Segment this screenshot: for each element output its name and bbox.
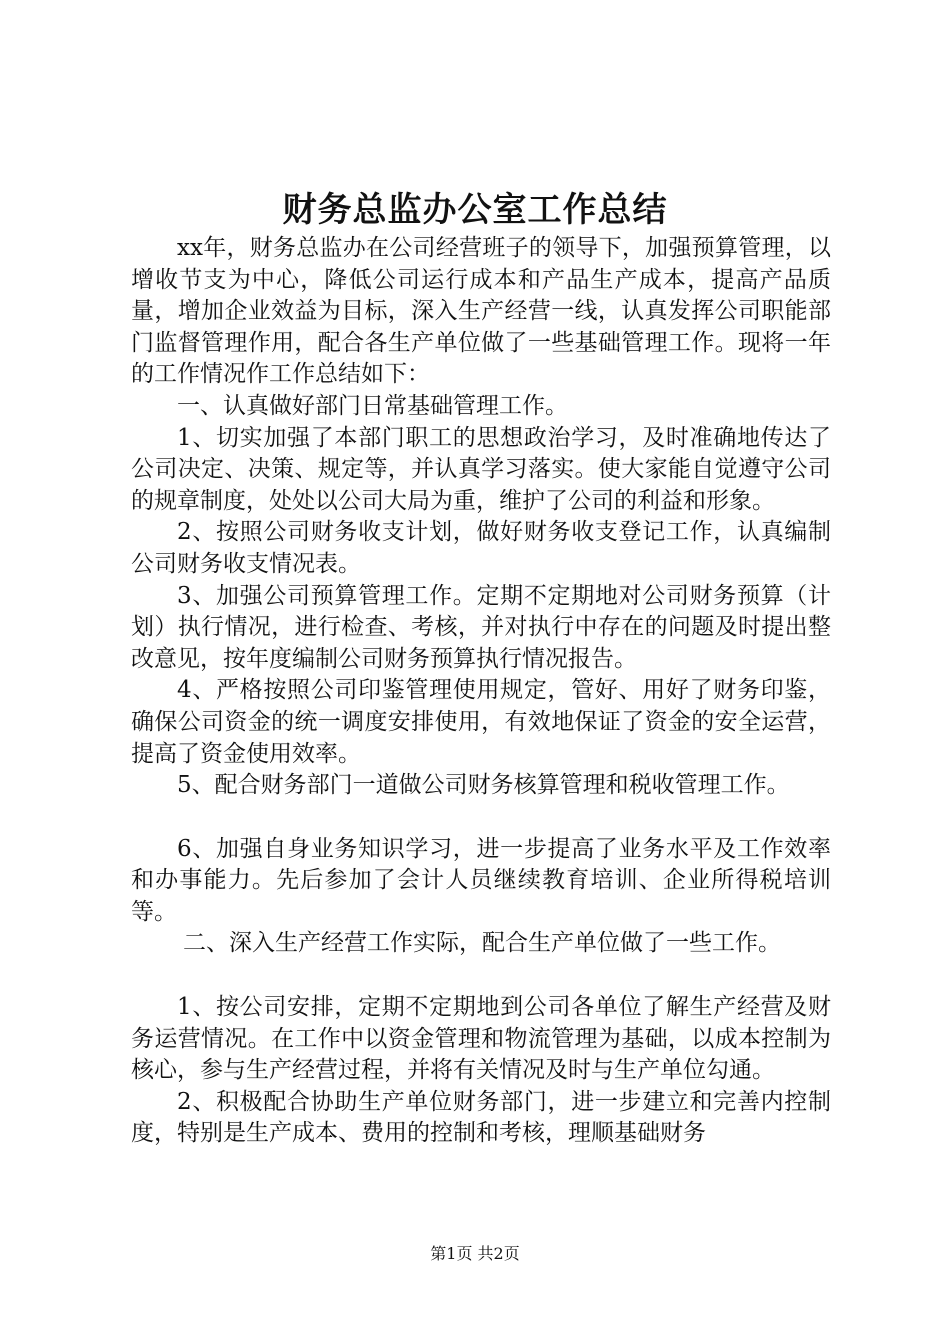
paragraph-item-1-4: 4、严格按照公司印鉴管理使用规定，管好、用好了财务印鉴，确保公司资金的统一调度安排使用，有效地保证了资金的安全运营，提高了资金使用效率。 (131, 677, 831, 767)
paragraph-item-2-2: 2、积极配合协助生产单位财务部门，进一步建立和完善内控制度，特别是生产成本、费用的控制和考核，理顺基础财务 (131, 1088, 831, 1147)
section-heading-2: 二、深入生产经营工作实际，配合生产单位做了一些工作。 (183, 930, 781, 957)
paragraph-item-2-1: 1、按公司安排，定期不定期地到公司各单位了解生产经营及财务运营情况。在工作中以资金管理和物流管理为基础，以成本控制为核心，参与生产经营过程，并将有关情况及时与生产单位勾通。 (131, 994, 831, 1084)
paragraph-item-1-1: 1、切实加强了本部门职工的思想政治学习，及时准确地传达了公司决定、决策、规定等，并认真学习落实。使大家能自觉遵守公司的规章制度，处处以公司大局为重，维护了公司的利益和形象。 (131, 424, 831, 514)
section-heading-1: 一、认真做好部门日常基础管理工作。 (177, 392, 568, 419)
paragraph-item-1-6: 6、加强自身业务知识学习，进一步提高了业务水平及工作效率和办事能力。先后参加了会计人员继续教育培训、企业所得税培训等。 (131, 835, 831, 925)
document-body (131, 233, 831, 1150)
paragraph-intro: xx年，财务总监办在公司经营班子的领导下，加强预算管理，以增收节支为中心，降低公司运行成本和产品生产成本，提高产品质量，增加企业效益为目标，深入生产经营一线，认真发挥公司职能部门监督管理作用，配合各生产单位做了一些基础管理工作。现将一年的工作情况作工作总结如下： (131, 235, 831, 388)
page-number-footer: 第1页 共2页 (430, 1244, 520, 1263)
paragraph-item-1-5: 5、配合财务部门一道做公司财务核算管理和税收管理工作。 (177, 772, 790, 799)
page-title: 财务总监办公室工作总结 (282, 190, 668, 230)
paragraph-item-1-2: 2、按照公司财务收支计划，做好财务收支登记工作，认真编制公司财务收支情况表。 (131, 519, 831, 577)
paragraph-item-1-3: 3、加强公司预算管理工作。定期不定期地对公司财务预算（计划）执行情况，进行检查、考核，并对执行中存在的问题及时提出整改意见，按年度编制公司财务预算执行情况报告。 (131, 582, 831, 672)
